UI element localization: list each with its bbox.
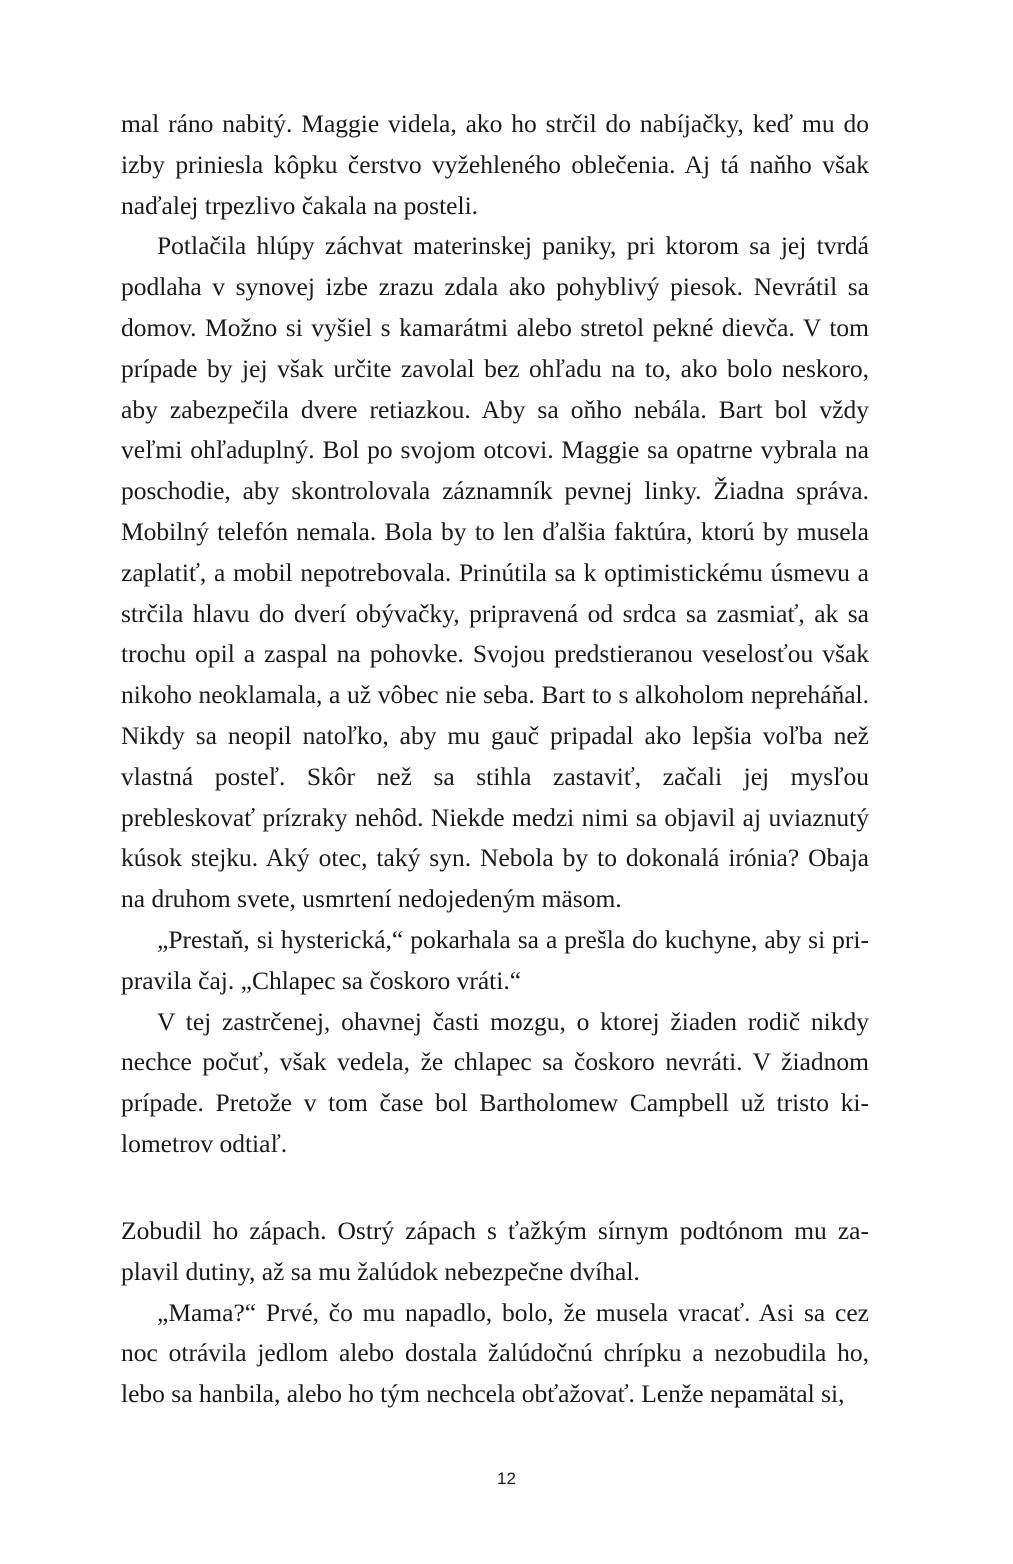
paragraph: Zobudil ho zápach. Ostrý zápach s ťažkým sírnym podtónom mu zaplavil dutiny, až sa mu žalúdok nebezpečne dvíhal. — [121, 1216, 869, 1286]
page-number: 12 — [497, 1469, 516, 1488]
text-section-one — [121, 104, 869, 1165]
paragraph: V tej zastrčenej, ohavnej časti mozgu, o ktorej žiaden rodič nikdy nechce počuť, však vedela, že chlapec sa čoskoro nevráti. V žiadnom prípade. Pretože v tom čase bol Bartholomew Campbell už tristo kilometrov odtiaľ. — [121, 1006, 869, 1158]
paragraph: „Mama?“ Prvé, čo mu napadlo, bolo, že musela vracať. Asi sa cez noc otrávila jedlom alebo dostala žalúdočnú chrípku a nezobudila ho, lebo sa hanbila, alebo ho tým nechcela obťažovať. Lenže nepamätal si, — [121, 1297, 869, 1409]
paragraph: „Prestaň, si hysterická,“ pokarhala sa a prešla do kuchyne, aby si pripravila čaj. „Chlapec sa čoskoro vráti.“ — [121, 924, 869, 995]
paragraph: Potlačila hlúpy záchvat materinskej paniky, pri ktorom sa jej tvrdá podlaha v synovej izbe zrazu zdala ako pohyblivý piesok. Nevrátil sa domov. Možno si vyšiel s kamarátmi alebo stretol pekné dievča. V tom prípade by jej však určite zavolal bez ohľadu na to, ako bolo neskoro, aby zabezpečila dvere retiazkou. Aby sa oňho nebála. Bart bol vždy veľmi ohľaduplný. Bol po svojom otcovi. Maggie sa opatrne vybrala na poschodie, aby skontrolovala záznamník pevnej linky. Žiadna správa. Mobilný telefón nemala. Bola by to len ďalšia faktúra, ktorú by musela zaplatiť, a mobil nepotrebovala. Prinútila sa k optimistickému úsmevu a strčila hlavu do dverí obývačky, pripravená od srdca sa zasmiať, ak sa trochu opil a zaspal na pohovke. Svojou predstieranou veselosťou však nikoho neoklamala, a už vôbec nie seba. Bart to s alkoholom nepreháňal. Nikdy sa neopil natoľko, aby mu gauč pripadal ako lepšia voľba než vlastná posteľ. Skôr než sa stihla zastaviť, začali jej mysľou prebleskovať prízraky nehôd. Niekde medzi nimi sa objavil aj uviaznutý kúsok stejku. Aký otec, taký syn. Nebola by to dokonalá irónia? Obaja na druhom svete, usmrtení nedojedeným mäsom. — [121, 231, 869, 914]
paragraph: mal ráno nabitý. Maggie videla, ako ho strčil do nabíjačky, keď mu do izby priniesla kôpku čerstvo vyžehleného oblečenia. Aj tá naňho však naďalej trpezlivo čakala na posteli. — [121, 109, 869, 220]
text-section-two — [121, 1211, 869, 1415]
